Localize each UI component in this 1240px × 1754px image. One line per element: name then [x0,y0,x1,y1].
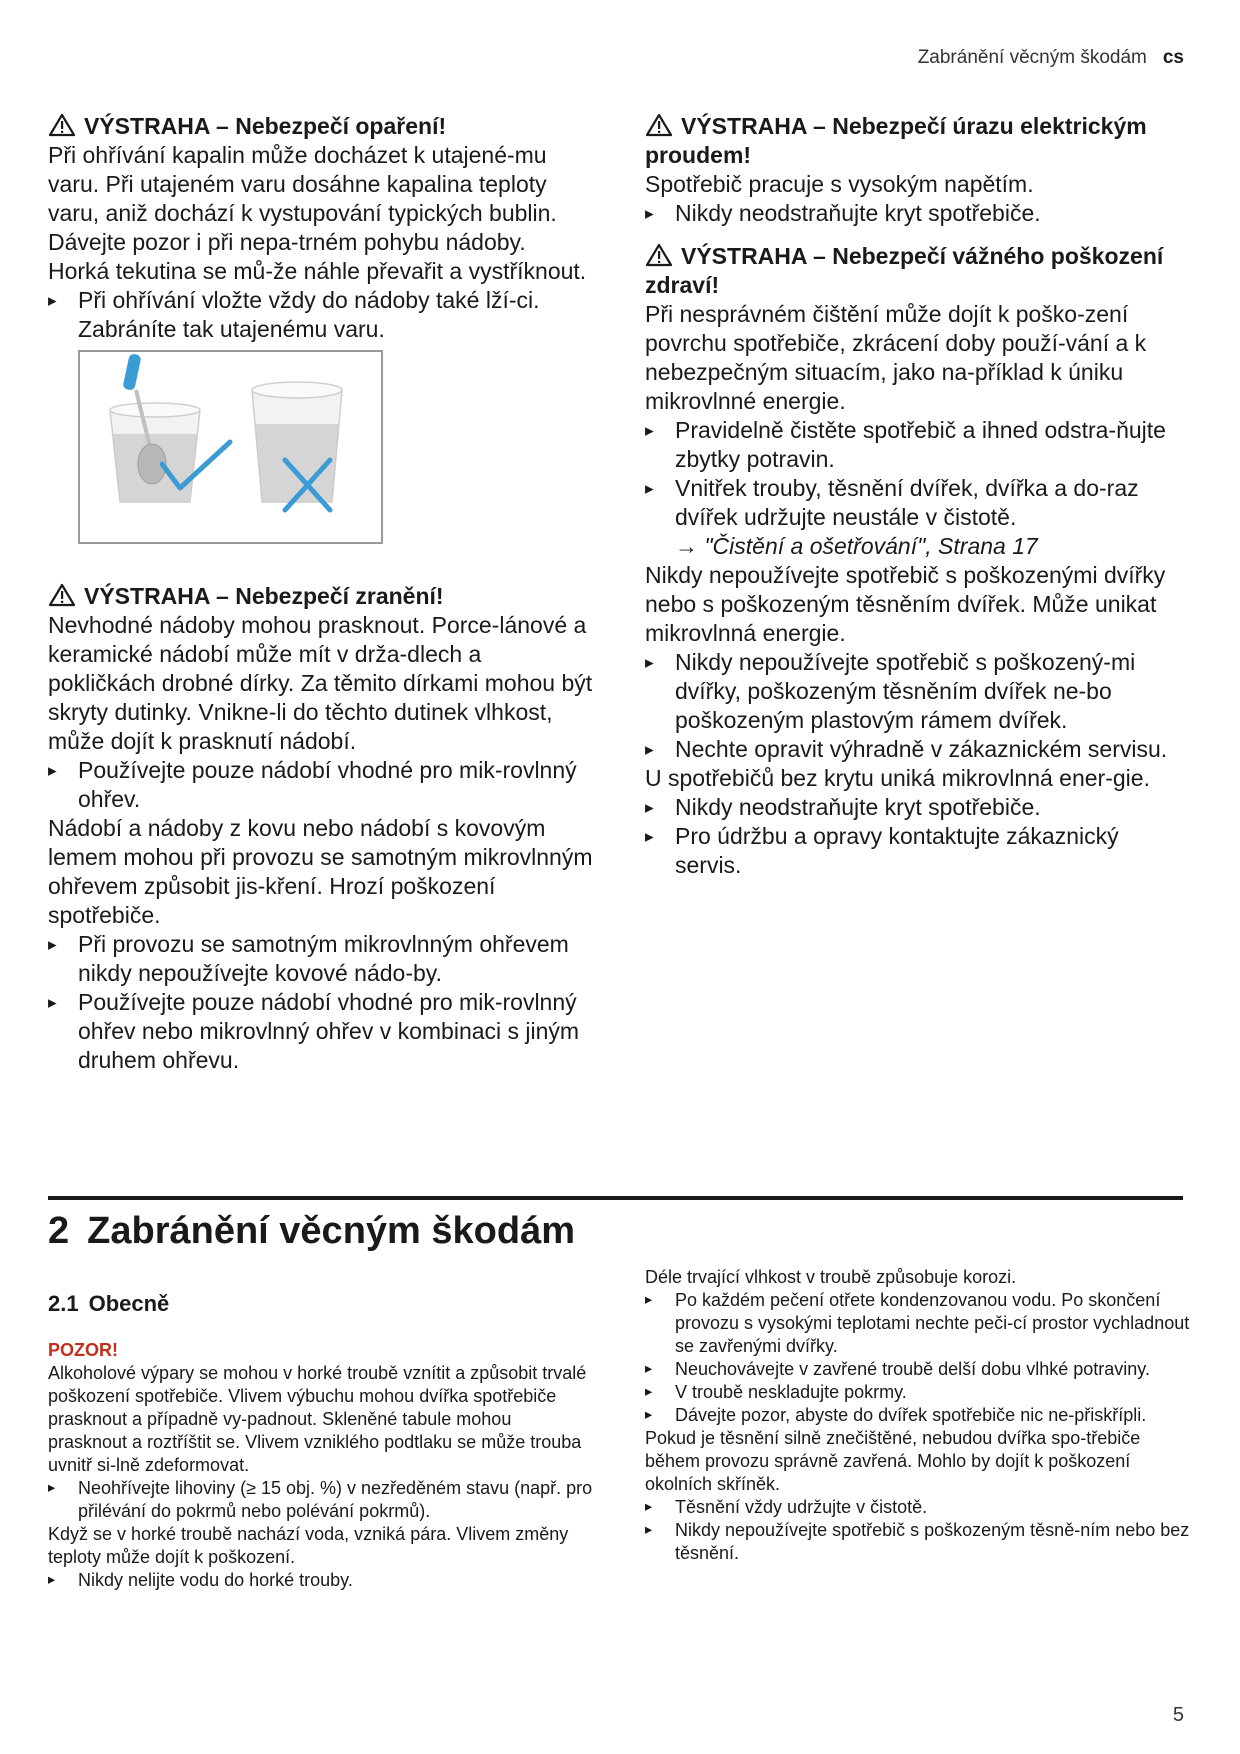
action-list [48,1569,593,1592]
list-item: ▸ Nechte opravit výhradně v zákaznickém servisu. [645,735,1190,764]
list-item: ▸ Používejte pouze nádobí vhodné pro mik-rovlnný ohřev. [48,756,593,814]
body-text: Alkoholové výpary se mohou v horké troubě vznítit a způsobit trvalé poškození spotřebiče. Vlivem výbuchu mohou dvířka spotřebiče prasknout a případně vy-padnout. Skleněné tabule mohou prasknout a roztříštit se. Vlivem vzniklého podtlaku se může trouba uvnitř si-lně zdeformovat. [48,1363,587,1475]
section-title: 2.1 Obecně [48,1291,170,1316]
warning-text: Nádobí a nádoby z kovu nebo nádobí s kovovým lemem mohou při provozu se samotným mikrovlnným ohřevem způsobit jis-kření. Hrozí poškození spotřebiče. [48,815,593,928]
list-item: ▸ Nikdy neodstraňujte kryt spotřebiče. [645,199,1190,228]
cross-reference-link[interactable]: → "Čistění a ošetřování", Strana 17 [675,533,1038,559]
list-item: ▸ Nikdy nepoužívejte spotřebič s poškozeným těsně-ním nebo bez těsnění. [645,1519,1190,1565]
warning-triangle-icon [645,243,673,267]
warning-health [645,242,1190,880]
action-list [48,1477,593,1523]
list-item: ▸ Neohřívejte lihoviny (≥ 15 obj. %) v nezředěném stavu (např. pro přilévání do pokrmů nebo polévání pokrmů). [48,1477,593,1523]
action-list [645,1289,1190,1427]
warning-triangle-icon [48,113,76,137]
warning-actions [645,793,1190,880]
list-item: ▸ V troubě neskladujte pokrmy. [645,1381,1190,1404]
list-item: ▸ Vnitřek trouby, těsnění dvířek, dvířka a do-raz dvířek udržujte neustále v čistotě. [645,474,1190,532]
warning-actions [48,286,593,344]
warning-text: Při ohřívání kapalin může docházet k utajené-mu varu. Při utajeném varu dosáhne kapalina teploty varu, aniž dochází k vystupování typických bublin. Dávejte pozor i při nepa-trném pohybu nádoby. Horká tekutina se mů-že náhle převařit a vystříknout. [48,142,587,284]
list-item: ▸ Těsnění vždy udržujte v čistotě. [645,1496,1190,1519]
list-item: ▸ Nikdy nepoužívejte spotřebič s poškozený-mi dvířky, poškozeným těsněním dvířek ne-bo poškozeným plastovým rámem dvířek. [645,648,1190,735]
list-item: ▸ Při provozu se samotným mikrovlnným ohřevem nikdy nepoužívejte kovové nádo-by. [48,930,593,988]
chapter-title: 2 Zabránění věcným škodám [48,1210,575,1252]
general-left-column [48,1292,593,1592]
warning-triangle-icon [645,113,673,137]
list-item: ▸ Neuchovávejte v zavřené troubě delší dobu vlhké potraviny. [645,1358,1190,1381]
arrow-right-icon: → [675,533,698,559]
action-list [645,1496,1190,1565]
warning-actions [48,756,593,814]
list-item: ▸ Pro údržbu a opravy kontaktujte zákaznický servis. [645,822,1190,880]
warning-actions [645,416,1190,532]
warning-injury [48,582,593,1075]
warning-text: U spotřebičů bez krytu uniká mikrovlnná ener-gie. [645,765,1150,791]
language-code: cs [1162,47,1184,68]
warning-text: Nevhodné nádoby mohou prasknout. Porce-lánové a keramické nádobí může mít v drža-dlech a pokličkách drobné dírky. Za těmito dírkami mohou být skryty dutinky. Vnikne-li do těchto dutinek vlhkost, může dojít k prasknutí nádobí. [48,612,593,754]
warning-actions [645,648,1190,764]
spoon-in-glass-image [80,352,381,542]
notice-label: POZOR! [48,1340,118,1360]
warning-title: VÝSTRAHA – Nebezpečí vážného poškození zdraví! [645,243,1164,298]
warning-title: VÝSTRAHA – Nebezpečí zranění! [48,582,593,611]
right-column [645,112,1190,894]
list-item: ▸ Používejte pouze nádobí vhodné pro mik-rovlnný ohřev nebo mikrovlnný ohřev v kombinaci s jiným druhem ohřevu. [48,988,593,1075]
list-item: ▸ Po každém pečení otřete kondenzovanou vodu. Po skončení provozu s vysokými teplotami nechte peči-cí prostor vychladnout se zavřenými dvířky. [645,1289,1190,1358]
list-item: ▸ Nikdy nelijte vodu do horké trouby. [48,1569,593,1592]
chapter-divider [48,1196,1183,1200]
warning-title: VÝSTRAHA – Nebezpečí opaření! [48,112,593,141]
body-text: Pokud je těsnění silně znečištěné, nebudou dvířka spo-třebiče během provozu správně zavřená. Mohlo by dojít k poškození okolních skříněk. [645,1428,1141,1494]
warning-text: Při nesprávném čištění může dojít k poško-zení povrchu spotřebiče, zkrácení doby použí-vání a k nebezpečným situacím, jako na-příklad k úniku mikrovlnné energie. [645,301,1147,414]
glass-spoon-illustration [78,350,383,544]
warning-electric-shock [645,112,1190,228]
warning-text: Nikdy nepoužívejte spotřebič s poškozenými dvířky nebo s poškozeným těsněním dvířek. Může unikat mikrovlnná energie. [645,562,1166,646]
warning-title: VÝSTRAHA – Nebezpečí úrazu elektrickým proudem! [645,113,1147,168]
warning-actions [48,930,593,1075]
page-number: 5 [1172,1704,1184,1726]
general-right-column [645,1266,1190,1565]
left-column [48,112,593,1089]
warning-triangle-icon [48,583,76,607]
warning-text: Spotřebič pracuje s vysokým napětím. [645,171,1034,197]
list-item: ▸ Nikdy neodstraňujte kryt spotřebiče. [645,793,1190,822]
body-text: Déle trvající vlhkost v troubě způsobuje korozi. [645,1267,1017,1287]
body-text: Když se v horké troubě nachází voda, vzniká pára. Vlivem změny teploty může dojít k poškození. [48,1524,569,1567]
header-title: Zabránění věcným škodám [917,47,1147,68]
list-item: ▸ Pravidelně čistěte spotřebič a ihned odstra-ňujte zbytky potravin. [645,416,1190,474]
running-header [918,47,1184,69]
list-item: ▸ Dávejte pozor, abyste do dvířek spotřebiče nic ne-přiskřípli. [645,1404,1190,1427]
list-item: ▸ Při ohřívání vložte vždy do nádoby také lží-ci. Zabráníte tak utajenému varu. [48,286,593,344]
warning-scalding [48,112,593,544]
warning-actions [645,199,1190,228]
